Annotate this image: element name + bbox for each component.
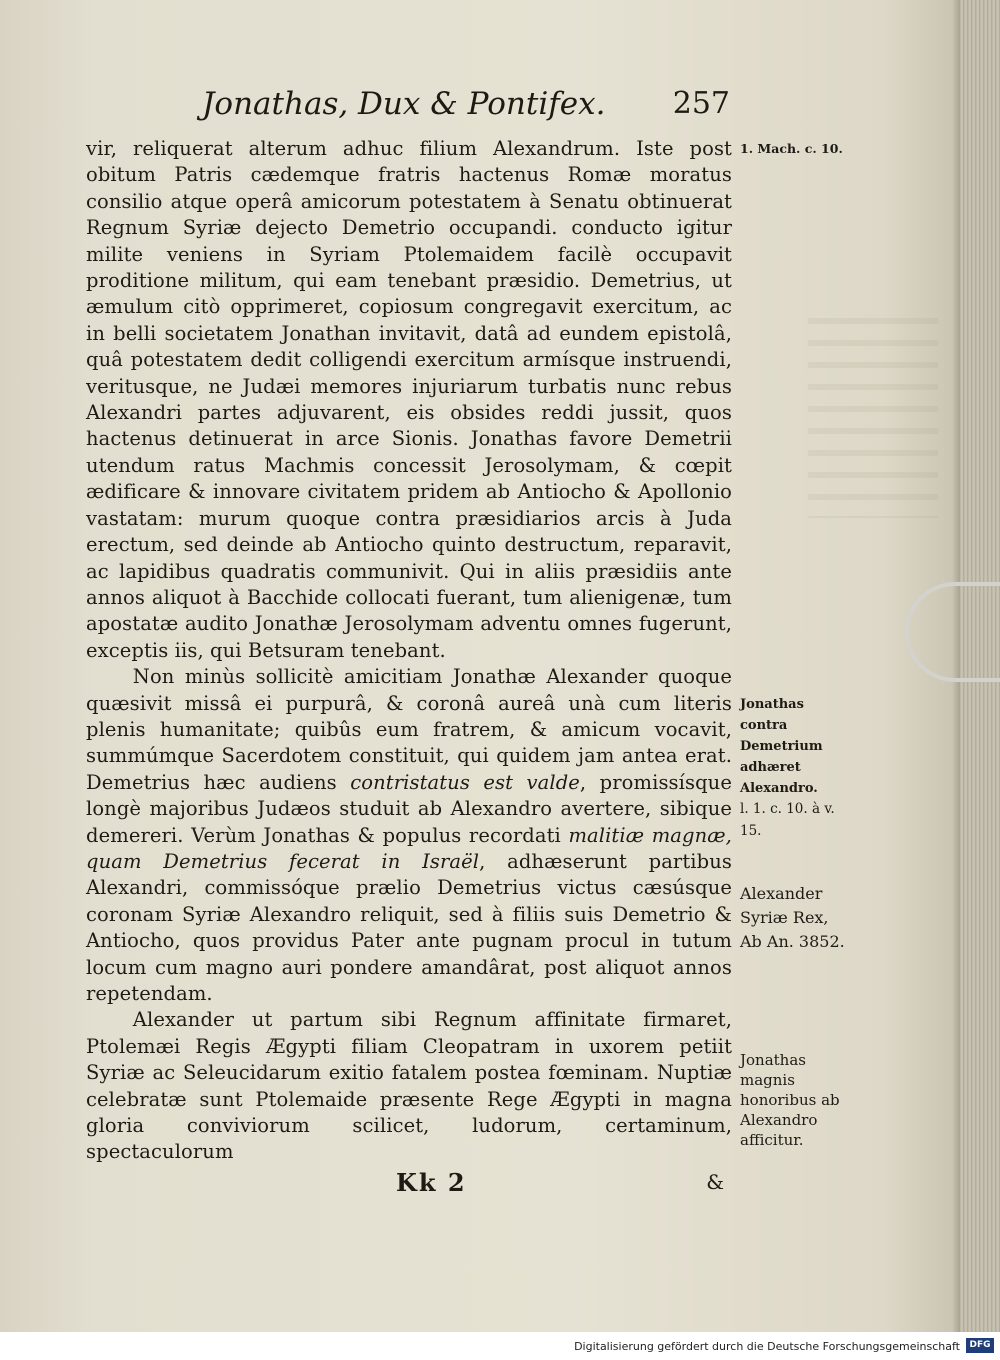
page-clip xyxy=(905,582,1000,682)
paragraph-2-part-c: , adhæserunt partibus Alexandri, commissóque prælio Demetrius victus cæsúsque coronam Syriæ Alexandro reliquit, sed à filiis suis Demetrio & Antiocho, quos providus Pater ante pugnam procul in tutum locum cum magno auri pondere amandârat, post aliquot annos repetendam. xyxy=(86,849,732,1005)
paragraph-2 xyxy=(86,664,732,1007)
paragraph-2-part-a: Non minùs sollicitè amicitiam Jonathæ Alexander quoque quæsivit missâ ei purpurâ, & coronâ aureâ unà cum literis plenis humanitate; quibûs eum fratrem, & amicum vocavit, summúmque Sacerdotem constituit, qui quidem jam antea erat. Demetrius hæc audiens xyxy=(86,665,732,794)
page-footer-line xyxy=(86,1168,732,1198)
quote-contristatus: contristatus est valde xyxy=(350,770,580,794)
catchword: & xyxy=(706,1170,724,1194)
page-number: 257 xyxy=(672,86,730,121)
margin-note-reference-2: l. 1. c. 10. à v. 15. xyxy=(740,801,835,839)
signature-mark: Kk 2 xyxy=(396,1168,467,1197)
dfg-logo-icon: DFG xyxy=(966,1338,994,1353)
paragraph-3: Alexander ut partum sibi Regnum affinitate firmaret, Ptolemæi Regis Ægypti filiam Cleopatram in uxorem petiit Syriæ ac Seleucidarum exitio fatalem postea fœminam. Nuptiæ celebratæ sunt Ptolemaide præsente Rege Ægypti in magna gloria conviviorum scilicet, ludorum, certaminum, spectaculorum xyxy=(86,1008,732,1164)
paragraph-1: vir, reliquerat alterum adhuc filium Alexandrum. Iste post obitum Patris cædemque fratris hactenus Romæ moratus consilio atque operâ amicorum potestatem à Senatu obtinuerat Regnum Syriæ dejecto Demetrio occupandi. conducto igitur milite veniens in Syriam Ptolemaidem facilè occupavit proditione militum, qui eam tenebant præsidio. Demetrius, ut æmulum citò opprimeret, copiosum congregavit exercitum, ac in belli societatem Jonathan invitavit, datâ ad eundem epistolâ, quâ potestatem dedit colligendi exercitum armísque instruendi, veritusque, ne Judæi memores injuriarum turbatis nunc rebus Alexandri partes adjuvarent, eis obsides reddi jussit, quos hactenus detinuerat in arce Sionis. Jonathas favore Demetrii utendum ratus Machmis concessit Jerosolymam, & cœpit ædificare & innovare civitatem pridem ab Antiocho & Apollonio vastatam: murum quoque contra præsidiarios arcis à Juda erectum, sed deinde ab Antiocho quinto destructum, reparavit, ac lapidibus quadratis communivit. Qui in aliis præsidiis ante annos aliquot à Bacchide collocati fuerant, tum alienigenæ, tum apostatæ audito Jonathæ Jerosolymam adventu omnes fugerunt, exceptis iis, qui Betsuram tenebant. xyxy=(86,137,732,662)
margin-note-reference-1: 1. Mach. c. 10. xyxy=(740,141,843,156)
main-text xyxy=(86,136,732,1166)
quote-malitiae: malitiæ magnæ, quam Demetrius fecerat in Israël xyxy=(86,823,732,873)
funding-credit: Digitalisierung gefördert durch die Deutsche Forschungsgemeinschaft xyxy=(574,1340,960,1353)
margin-note-alexander-rex: Alexander Syriæ Rex, Ab An. 3852. xyxy=(740,884,845,951)
digitization-footer xyxy=(0,1332,1000,1360)
bleed-through-text xyxy=(808,318,938,518)
paragraph-2-part-b: , promissísque longè majoribus Judæos studuit ab Alexandro avertere, sibique demereri. Verùm Jonathas & populus recordati xyxy=(86,770,732,847)
running-title: Jonathas, Dux & Pontifex. xyxy=(202,86,606,122)
margin-note-jonathas-contra: Jonathas contra Demetrium adhæret Alexandro. xyxy=(740,697,823,796)
margin-note-jonathas-honoribus: Jonathas magnis honoribus ab Alexandro afficitur. xyxy=(740,1051,840,1149)
running-header xyxy=(150,86,730,130)
